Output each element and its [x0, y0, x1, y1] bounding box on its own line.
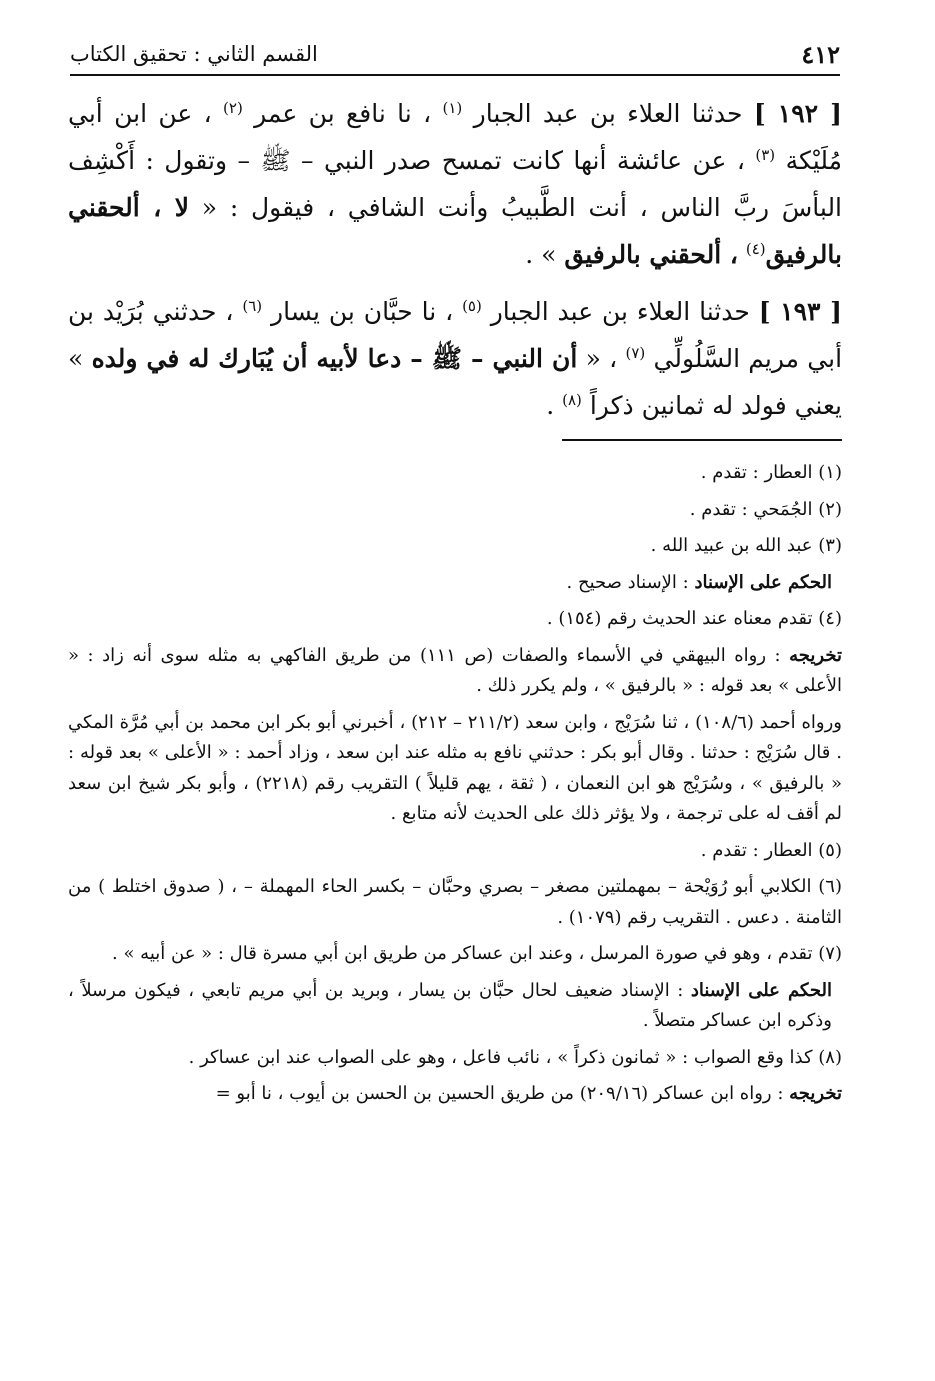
- footnote-ref: (٤): [745, 240, 766, 258]
- hadith-number: [ ١٩٢ ]: [753, 99, 842, 128]
- hadith-text: حدثنا العلاء بن عبد الجبار: [473, 99, 743, 128]
- footnote-8: (٨) كذا وقع الصواب : « ثمانون ذكراً » ، نائب فاعل ، وهو على الصواب عند ابن عساكر .: [188, 1046, 842, 1068]
- takhrij-label: تخريجه: [789, 644, 842, 666]
- footnote-ref: (٨): [562, 391, 582, 409]
- footnote-1: (١) العطار : تقدم .: [700, 462, 842, 483]
- hadith-text: ، عن عائشة أنها كانت تمسح صدر النبي – ﷺ – وتقول : أَكْشِف البأسَ ربَّ الناس ، أنت الطَّبيبُ وأنت الشافي ، فيقول : «: [68, 146, 843, 222]
- takhrij-text: : رواه ابن عساكر (٢٠٩/١٦) من طريق الحسين بن الحسن بن أيوب ، نا أبو =: [215, 1083, 784, 1104]
- hadith-192: [68, 90, 842, 278]
- footnote-3: (٣) عبد الله بن عبيد الله .: [650, 535, 842, 556]
- footnote-2: (٢) الجُمَحي : تقدم .: [689, 498, 842, 520]
- running-title: القسم الثاني : تحقيق الكتاب: [70, 42, 318, 66]
- footnotes: [68, 458, 842, 1116]
- hadith-193: [68, 288, 842, 429]
- hadith-matn-bold: أن النبي – ﷺ – دعا لأبيه أن يُبَارك له في ولده: [91, 344, 578, 373]
- footnote-6: (٦) الكلابي أبو رُوَيْحة – بمهملتين مصغر – بصري وحبَّان – بكسر الحاء المهملة – ، ( صدوق اختلط ) من الثامنة . دعس . التقريب رقم (١٠٧٩) .: [68, 876, 842, 928]
- footnote-separator: [562, 439, 842, 441]
- footnote-4-continued: ورواه أحمد (١٠٨/٦) ، ثنا سُرَيْج ، وابن سعد (٢١١/٢ – ٢١٢) ، أخبرني أبو بكر ابن محمد بن أبي مُرَّة المكي . قال سُرَيْج : حدثنا . وقال أبو بكر : حدثني نافع به مثله عند ابن سعد ، وزاد أحمد : « الأعلى » بعد قوله : « بالرفيق » ، وسُرَيْج هو ابن النعمان ، ( ثقة ، يهم قليلاً ) التقريب رقم (٢٢١٨) ، وأبو بكر شيخ ابن سعد لم أقف له على ترجمة ، ولا يؤثر ذلك على الحديث لأنه متابع .: [68, 711, 843, 824]
- footnote-ref: (١): [442, 99, 463, 117]
- main-text: [68, 90, 842, 429]
- footnote-ref: (٣): [755, 146, 776, 164]
- hadith-text: ، نا نافع بن عمر: [254, 99, 432, 128]
- footnote-ref: (٥): [462, 297, 482, 315]
- hadith-text: ، عن ابن أبي مُلَيْكة: [68, 99, 842, 175]
- hadith-text: .: [546, 391, 555, 420]
- footnote-5: (٥) العطار : تقدم .: [700, 839, 842, 861]
- takhrij-label: تخريجه: [789, 1083, 842, 1104]
- hadith-text: ، «: [585, 344, 618, 373]
- isnad-ruling: [68, 976, 842, 1037]
- takhrij: [68, 641, 842, 702]
- ruling-label: الحكم على الإسناد: [694, 571, 832, 593]
- takhrij: [68, 1079, 842, 1110]
- ruling-text: : الإسناد صحيح .: [566, 571, 689, 593]
- ruling-text: : الإسناد ضعيف لحال حبَّان بن يسار ، وبريد بن أبي مريم تابعي ، فيكون مرسلاً ، وذكره ابن عساكر متصلاً .: [68, 979, 832, 1031]
- isnad-ruling: [68, 568, 842, 599]
- hadith-number: [ ١٩٣ ]: [758, 297, 842, 326]
- takhrij-text: : رواه البيهقي في الأسماء والصفات (ص ١١١) من طريق الفاكهي به مثله سوى أنه زاد : « الأعلى » بعد قوله : « بالرفيق » ، ولم يكرر ذلك .: [68, 644, 842, 696]
- footnote-ref: (٧): [625, 344, 646, 362]
- hadith-text: » .: [525, 240, 557, 269]
- hadith-text: ، حدثني بُرَيْد بن أبي مريم السَّلُولِّي: [68, 297, 843, 373]
- hadith-text: » يعني فولد له ثمانين ذكراً: [68, 344, 842, 420]
- ruling-label: الحكم على الإسناد: [690, 979, 832, 1001]
- hadith-matn-bold: ، ألحقني بالرفيق: [564, 240, 738, 269]
- footnote-4: (٤) تقدم معناه عند الحديث رقم (١٥٤) .: [546, 608, 842, 629]
- footnote-ref: (٦): [242, 297, 263, 315]
- hadith-text: ، نا حبَّان بن يسار: [271, 297, 454, 326]
- page-number: ٤١٢: [801, 40, 840, 69]
- footnote-ref: (٢): [223, 99, 243, 117]
- hadith-matn-bold: لا ، ألحقني بالرفيق: [68, 193, 842, 269]
- footnote-7: (٧) تقدم ، وهو في صورة المرسل ، وعند ابن عساكر من طريق ابن أبي مسرة قال : « عن أبيه » .: [112, 943, 842, 964]
- hadith-text: حدثنا العلاء بن عبد الجبار: [490, 297, 750, 326]
- page-header: [70, 38, 840, 76]
